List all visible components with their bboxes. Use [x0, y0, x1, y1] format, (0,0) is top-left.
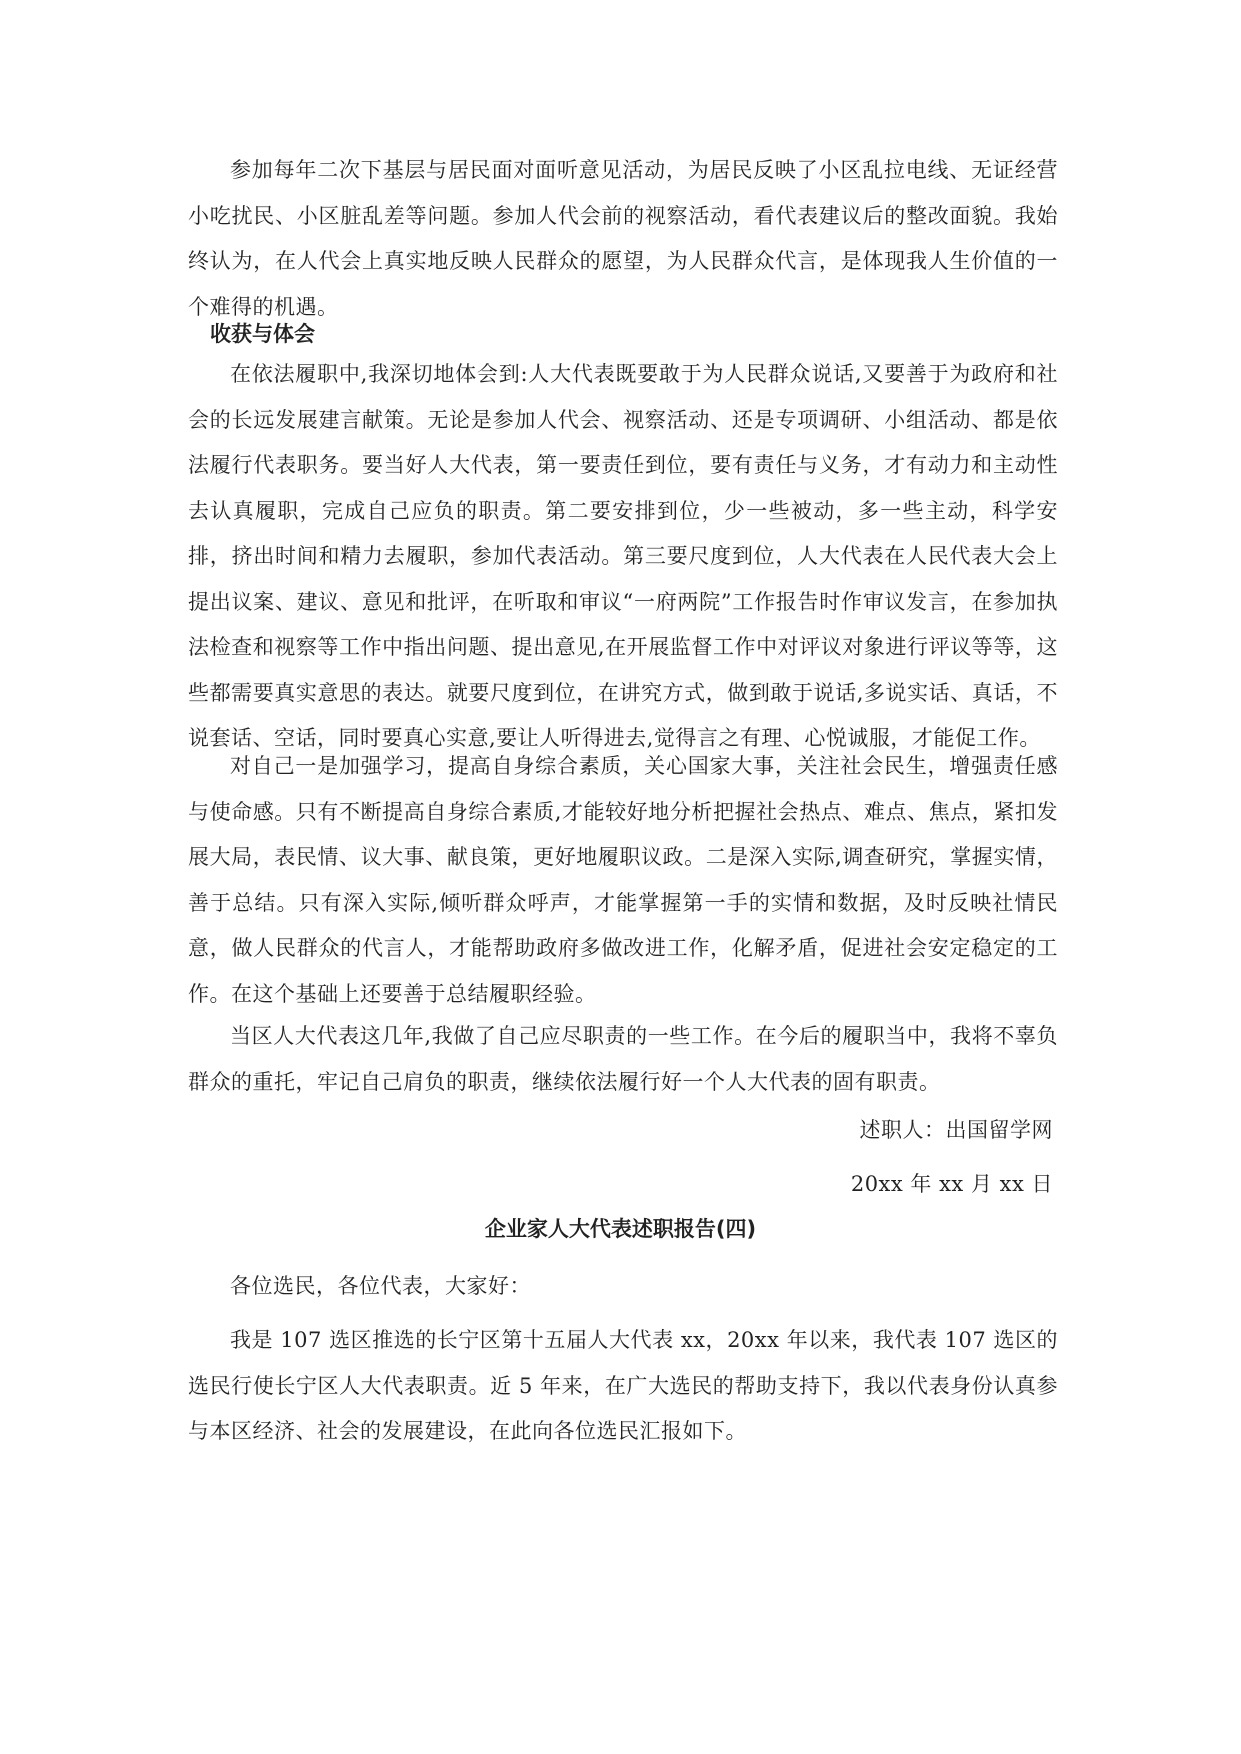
paragraph-duty-reflection: 在依法履职中,我深切地体会到:人大代表既要敢于为人民群众说话,又要善于为政府和社会的长远发展建言献策。无论是参加人代会、视察活动、还是专项调研、小组活动、都是依法履行代表职务。要当好人大代表，第一要责任到位，要有责任与义务，才有动力和主动性去认真履职，完成自己应负的职责。第二要安排到位，少一些被动，多一些主动，科学安排，挤出时间和精力去履职，参加代表活动。第三要尺度到位，人大代表在人民代表大会上提出议案、建议、意见和批评，在听取和审议“一府两院”工作报告时作审议发言，在参加执法检查和视察等工作中指出问题、提出意见,在开展监督工作中对评议对象进行评议等等，这些都需要真实意思的表达。就要尺度到位，在讲究方式，做到敢于说话,多说实话、真话，不说套话、空话，同时要真心实意,要让人听得进去,觉得言之有理、心悦诚服，才能促工作。 [188, 362, 1058, 750]
report-date: 20xx 年 xx 月 xx 日 [850, 1172, 1053, 1196]
paragraph-self-improvement: 对自己一是加强学习，提高自身综合素质，关心国家大事，关注社会民生，增强责任感与使命感。只有不断提高自身综合素质,才能较好地分析把握社会热点、难点、焦点，紧扣发展大局，表民情、议大事、献良策，更好地履职议政。二是深入实际,调查研究，掌握实情，善于总结。只有深入实际,倾听群众呼声，才能掌握第一手的实情和数据，及时反映社情民意，做人民群众的代言人，才能帮助政府多做改进工作，化解矛盾，促进社会安定稳定的工作。在这个基础上还要善于总结履职经验。 [188, 754, 1058, 1006]
greeting: 各位选民，各位代表，大家好： [230, 1274, 531, 1298]
signature: 述职人：出国留学网 [859, 1118, 1053, 1142]
paragraph-grassroots-activities: 参加每年二次下基层与居民面对面听意见活动，为居民反映了小区乱拉电线、无证经营小吃扰民、小区脏乱差等问题。参加人代会前的视察活动，看代表建议后的整改面貌。我始终认为，在人代会上真实地反映人民群众的愿望，为人民群众代言，是体现我人生价值的一个难得的机遇。 [188, 158, 1058, 319]
section-heading-gains: 收获与体会 [210, 322, 315, 346]
paragraph-introduction: 我是 107 选区推选的长宁区第十五届人大代表 xx，20xx 年以来，我代表 107 选区的选民行使长宁区人大代表职责。近 5 年来，在广大选民的帮助支持下，我以代表身份认真参与本区经济、社会的发展建设，在此向各位选民汇报如下。 [188, 1328, 1058, 1443]
report-title-four: 企业家人大代表述职报告(四) [484, 1217, 757, 1241]
paragraph-closing: 当区人大代表这几年,我做了自己应尽职责的一些工作。在今后的履职当中，我将不辜负群众的重托，牢记自己肩负的职责，继续依法履行好一个人大代表的固有职责。 [188, 1024, 1058, 1094]
